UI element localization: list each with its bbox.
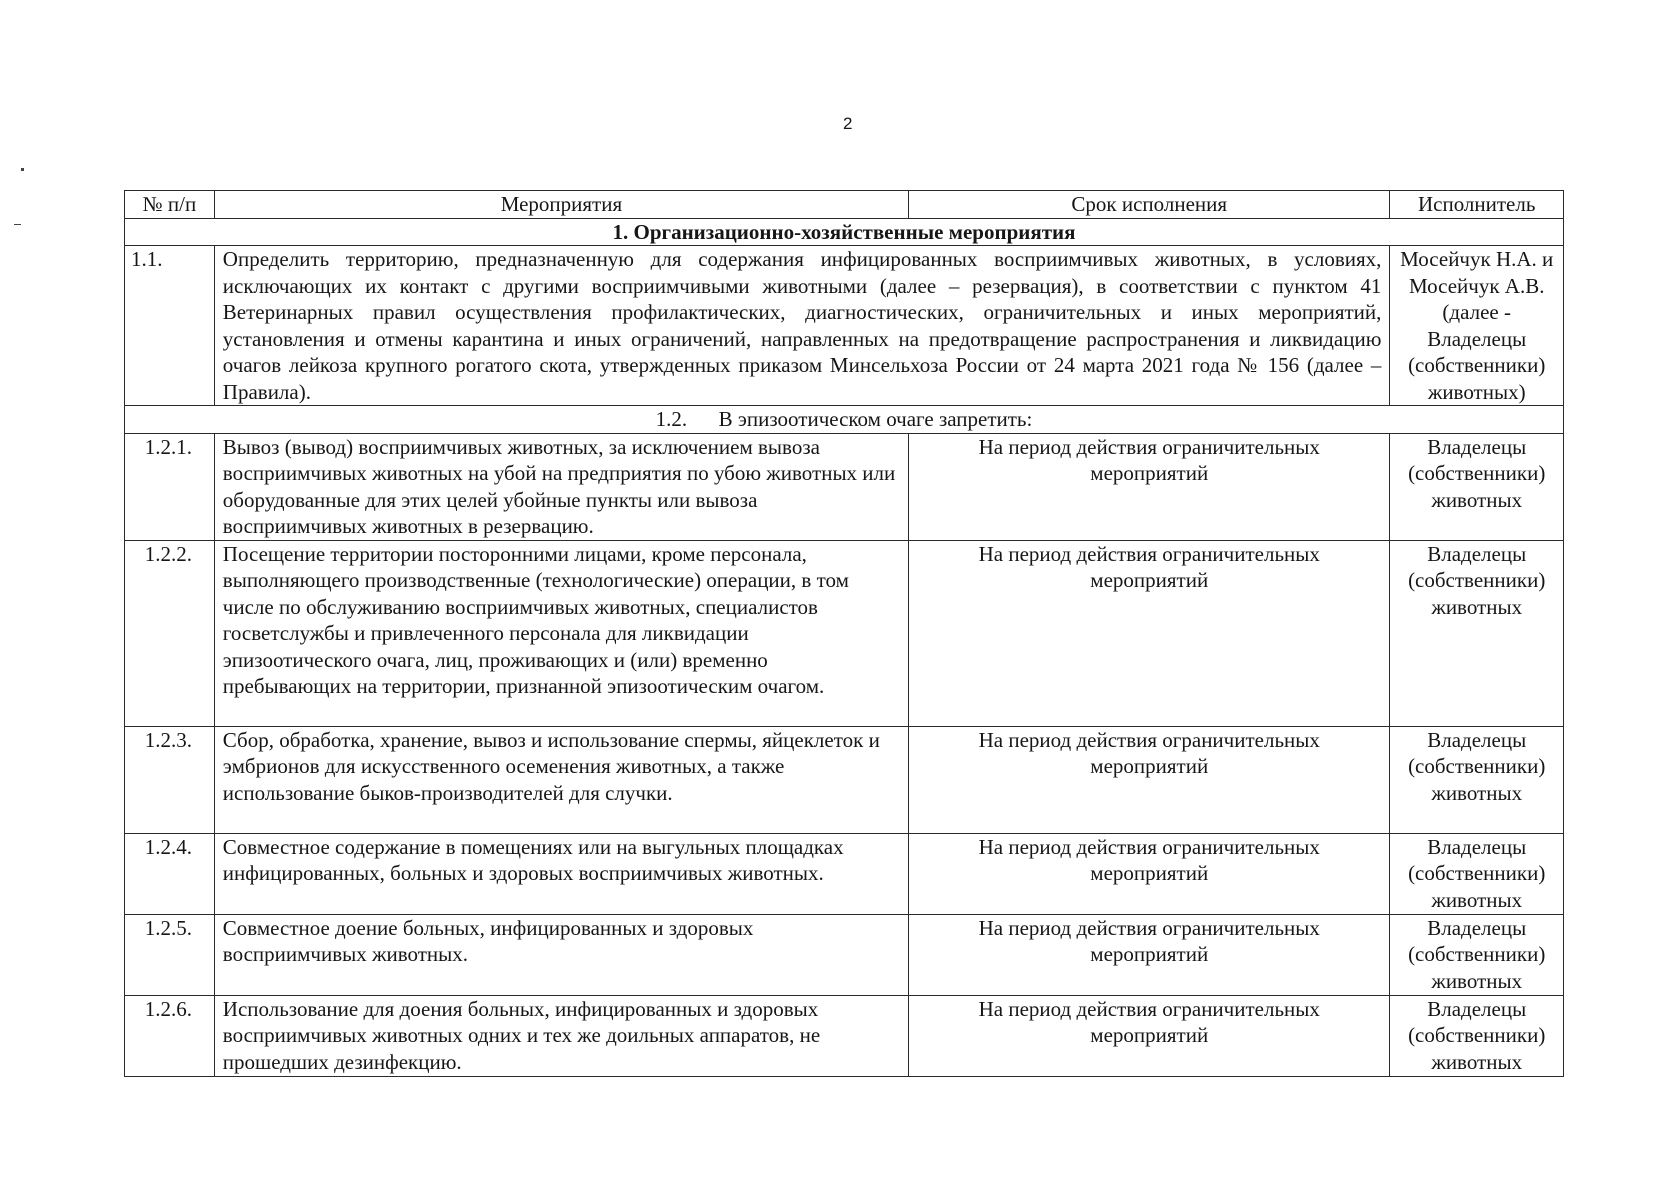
row-deadline: На период действия ограничительных мероприятий: [909, 914, 1390, 995]
row-measure: Вывоз (вывод) восприимчивых животных, за исключением вывоза восприимчивых животных на убой на предприятия по убою животных или оборудованные для этих целей убойные пункты или вывоза восприимчивых животных в резервацию.: [214, 433, 908, 540]
row-executor: Владелецы (собственники) животных: [1390, 833, 1564, 914]
row-deadline: На период действия ограничительных мероприятий: [909, 726, 1390, 833]
table-row: [125, 833, 1564, 914]
row-number: 1.2.2.: [125, 540, 215, 726]
table-row: [125, 995, 1564, 1076]
row-number: 1.2.6.: [125, 995, 215, 1076]
row-number: 1.2.3.: [125, 726, 215, 833]
row-executor: Владелецы (собственники) животных: [1390, 433, 1564, 540]
row-measure: Совместное содержание в помещениях или на выгульных площадках инфицированных, больных и здоровых восприимчивых животных.: [214, 833, 908, 914]
row-number: 1.2.4.: [125, 833, 215, 914]
row-deadline: На период действия ограничительных мероприятий: [909, 433, 1390, 540]
header-measures: Мероприятия: [214, 191, 908, 219]
row-deadline: На период действия ограничительных мероприятий: [909, 995, 1390, 1076]
row-executor: Мосейчук Н.А. и Мосейчук А.В. (далее - Владелецы (собственники) животных): [1390, 246, 1564, 406]
table-row: [125, 914, 1564, 995]
table-header-row: [125, 191, 1564, 219]
page-number: 2: [843, 114, 853, 133]
row-number: 1.1.: [125, 246, 215, 406]
row-measure: Использование для доения больных, инфицированных и здоровых восприимчивых животных одних и тех же доильных аппаратов, не прошедших дезинфекцию.: [214, 995, 908, 1076]
header-deadline: Срок исполнения: [909, 191, 1390, 219]
subsection-row: [125, 406, 1564, 434]
section-row: [125, 218, 1564, 246]
row-measure: Определить территорию, предназначенную для содержания инфицированных восприимчивых животных, в условиях, исключающих их контакт с другими восприимчивыми животными (далее – резервация), в соответствии с пунктом 41 Ветеринарных правил осуществления профилактических, диагностических, ограничительных и иных мероприятий, установления и отмены карантина и иных ограничений, направленных на предотвращение распространения и ликвидацию очагов лейкоза крупного рогатого скота, утвержденных приказом Минсельхоза России от 24 марта 2021 года № 156 (далее – Правила).: [214, 246, 1390, 406]
row-measure: Посещение территории посторонними лицами, кроме персонала, выполняющего производственные (технологические) операции, в том числе по обслуживанию восприимчивых животных, специалистов госветслужбы и привлеченного персонала для ликвидации эпизоотического очага, лиц, проживающих и (или) временно пребывающих на территории, признанной эпизоотическим очагом.: [214, 540, 908, 726]
row-executor: Владелецы (собственники) животных: [1390, 914, 1564, 995]
row-executor: Владелецы (собственники) животных: [1390, 995, 1564, 1076]
row-measure: Сбор, обработка, хранение, вывоз и использование спермы, яйцеклеток и эмбрионов для искусственного осеменения животных, а также использование быков-производителей для случки.: [214, 726, 908, 833]
table-row: [125, 246, 1564, 406]
row-deadline: На период действия ограничительных мероприятий: [909, 540, 1390, 726]
table-row: [125, 433, 1564, 540]
row-executor: Владелецы (собственники) животных: [1390, 540, 1564, 726]
row-number: 1.2.5.: [125, 914, 215, 995]
subsection-title-text: 1.2. В эпизоотическом очаге запретить:: [655, 407, 1033, 431]
section-title: 1. Организационно-хозяйственные мероприятия: [125, 218, 1564, 246]
row-executor: Владелецы (собственники) животных: [1390, 726, 1564, 833]
table-row: [125, 726, 1564, 833]
row-number: 1.2.1.: [125, 433, 215, 540]
measures-table: [124, 190, 1564, 1077]
row-measure: Совместное доение больных, инфицированных и здоровых восприимчивых животных.: [214, 914, 908, 995]
subsection-title: [125, 406, 1564, 434]
row-deadline: На период действия ограничительных мероприятий: [909, 833, 1390, 914]
scan-mark: [14, 224, 21, 225]
scan-speck: [21, 168, 24, 171]
table-row: [125, 540, 1564, 726]
header-num: № п/п: [125, 191, 215, 219]
header-executor: Исполнитель: [1390, 191, 1564, 219]
